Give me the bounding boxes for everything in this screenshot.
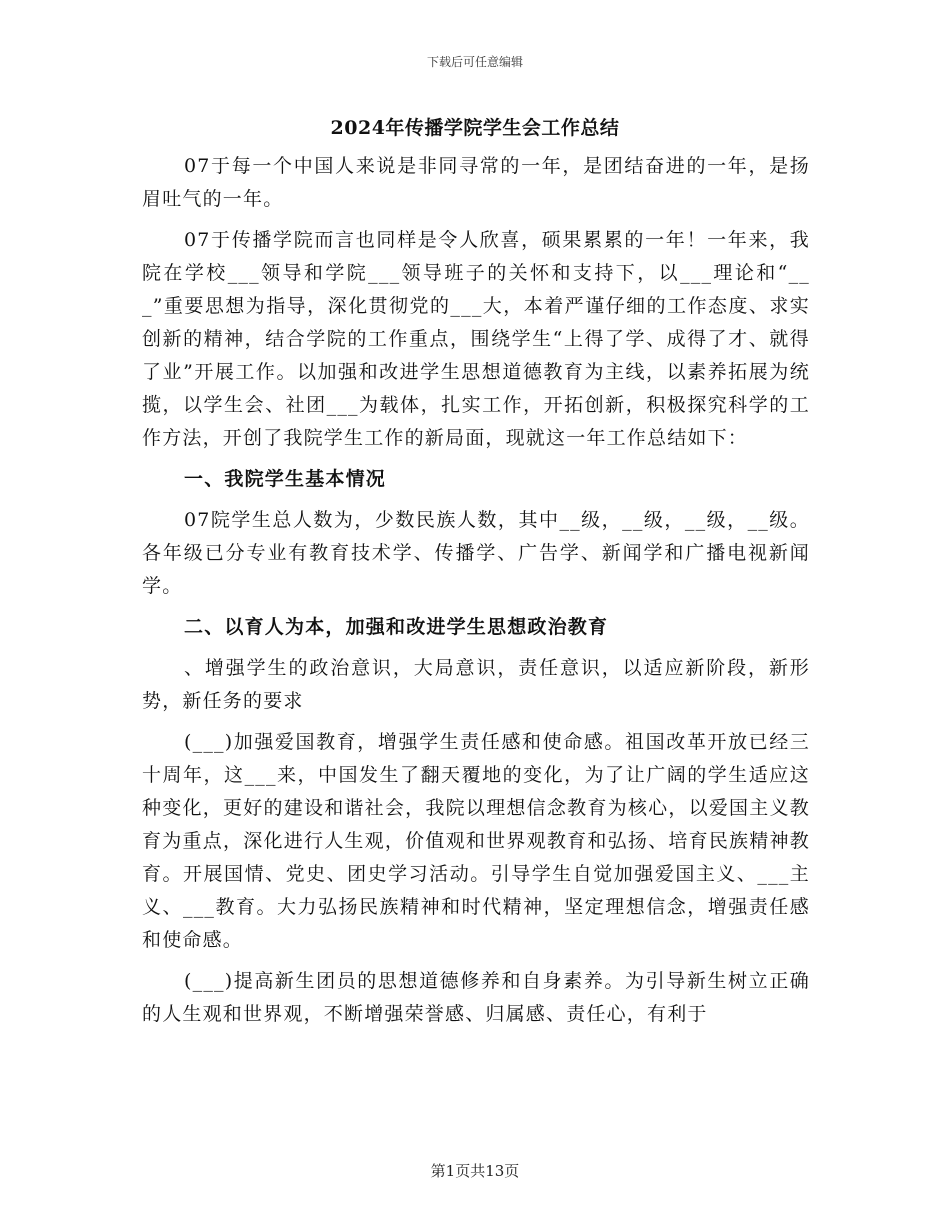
paragraph-patriotic-education: (___)加强爱国教育，增强学生责任感和使命感。祖国改革开放已经三十周年，这___来，中国发生了翻天覆地的变化，为了让广阔的学生适应这种变化，更好的建设和谐社会，我院以理想信念教育为核心，以爱国主义教育为重点，深化进行人生观，价值观和世界观教育和弘扬、培育民族精神教育。开展国情、党史、团史学习活动。引导学生自觉加强爱国主义、___主义、___教育。大力弘扬民族精神和时代精神，坚定理想信念，增强责任感和使命感。 <box>142 731 810 951</box>
paragraph-new-members: (___)提高新生团员的思想道德修养和自身素养。为引导新生树立正确的人生观和世界观，不断增强荣誉感、归属感、责任心，有利于 <box>142 970 810 1025</box>
page-number: 第1页共13页 <box>430 1162 520 1180</box>
paragraph-overview: 07于传播学院而言也同样是令人欣喜，硕果累累的一年！一年来，我院在学校___领导和学院___领导班子的关怀和支持下，以___理论和“___”重要思想为指导，深化贯彻党的___大，本着严谨仔细的工作态度、求实创新的精神，结合学院的工作重点，围绕学生“上得了学、成得了才、就得了业”开展工作。以加强和改进学生思想道德教育为主线，以素养拓展为统揽，以学生会、社团___为载体，扎实工作，开拓创新，积极探究科学的工作方法，开创了我院学生工作的新局面，现就这一年工作总结如下： <box>142 229 810 449</box>
paragraph-awareness: 、增强学生的政治意识，大局意识，责任意识，以适应新阶段，新形势，新任务的要求 <box>142 657 810 712</box>
document-title: 2024年传播学院学生会工作总结 <box>330 117 620 139</box>
page-header-note: 下载后可任意编辑 <box>426 55 523 69</box>
paragraph-student-info: 07院学生总人数为，少数民族人数，其中__级，__级，__级，__级。各年级已分专业有教育技术学、传播学、广告学、新闻学和广播电视新闻学。 <box>142 509 810 597</box>
section-heading-1: 一、我院学生基本情况 <box>184 468 387 490</box>
paragraph-intro: 07于每一个中国人来说是非同寻常的一年，是团结奋进的一年，是扬眉吐气的一年。 <box>142 155 810 210</box>
section-heading-2: 二、以育人为本，加强和改进学生思想政治教育 <box>184 616 609 638</box>
document-body <box>142 150 810 1031</box>
